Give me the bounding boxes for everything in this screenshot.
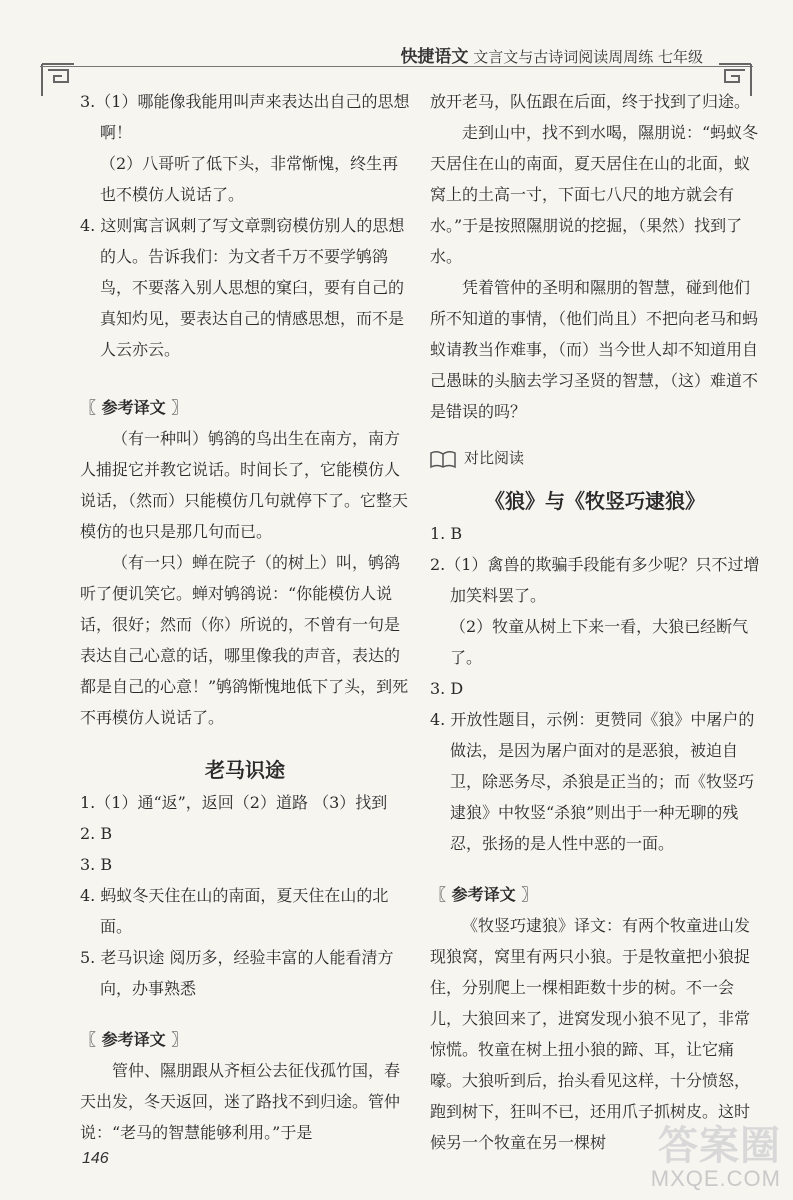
translation-paragraph: （有一种叫）鸲鹆的鸟出生在南方，南方人捕捉它并教它说话。时间长了，它能模仿人说话，（然而）只能模仿几句就停下了。它整天模仿的也只是那几句而已。 <box>80 429 409 541</box>
translation-paragraph: （有一只）蝉在院子（的树上）叫，鸲鹆听了便讥笑它。蝉对鸲鹆说：“你能模仿人说话，很好；然而（你）所说的，不曾有一句是表达自己心意的话，哪里像我的声音，表达的都是自己的心意！”鸲鹆惭愧地低下了头，到死不再模仿人说话了。 <box>80 553 409 727</box>
open-book-icon <box>430 449 456 469</box>
compare-reading-heading: 对比阅读 <box>430 443 760 474</box>
answer-item: （2）牧童从树上下来一看，大狼已经断气了。 <box>450 617 749 667</box>
translation-paragraph: 放开老马，队伍跟在后面，终于找到了归途。 <box>430 92 751 111</box>
page-number: 146 <box>82 1150 109 1167</box>
answer-item: （2）八哥听了低下头，非常惭愧，终生再也不模仿人说话了。 <box>100 154 399 204</box>
translation-paragraph: 管仲、隰朋跟从齐桓公去征伐孤竹国，春天出发，冬天返回，迷了路找不到归途。管仲说：“老马的智慧能够利用。”于是 <box>80 1061 401 1142</box>
translation-paragraph: 《牧竖巧逮狼》译文：有两个牧童进山发现狼窝，窝里有两只小狼。于是牧童把小狼捉住，分别爬上一棵相距数十步的树。不一会儿，大狼回来了，进窝发现小狼不见了，非常惊慌。牧童在树上扭小狼的蹄、耳，让它痛嚎。大狼听到后，抬头看见这样，十分愤怒，跑到树下，狂叫不已，还用爪子抓树皮。这时候另一个牧童在另一棵树 <box>430 916 751 1152</box>
section-title: 《狼》与《牧竖巧逮狼》 <box>485 489 705 513</box>
watermark <box>651 1126 781 1192</box>
answer-item: 3.（1）哪能像我能用叫声来表达出自己的思想啊！ <box>80 92 410 142</box>
answer-item: 5. 老马识途 阅历多，经验丰富的人能看清方向，办事熟悉 <box>80 948 394 998</box>
corner-ornament-icon <box>40 62 76 98</box>
reference-translation-heading: 〖 参考译文 〗 <box>430 885 538 904</box>
header-title <box>400 42 703 67</box>
section-title: 老马识途 <box>205 758 285 782</box>
answer-item: 3. B <box>80 855 113 874</box>
series-subtitle: 文言文与古诗词阅读周周练 七年级 <box>473 48 703 66</box>
answer-item: 2. B <box>80 824 113 843</box>
answer-item: 4. 这则寓言讽刺了写文章剽窃模仿别人的思想的人。告诉我们：为文者千万不要学鸲鹆鸟，不要落入别人思想的窠臼，要有自己的真知灼见，要表达自己的情感思想，而不是人云亦云。 <box>80 216 405 359</box>
left-column <box>80 86 410 1148</box>
answer-item: 3. D <box>430 679 464 698</box>
page-header <box>0 0 793 80</box>
translation-paragraph: 走到山中，找不到水喝，隰朋说：“蚂蚁冬天居住在山的南面，夏天居住在山的北面，蚁窝上的土高一寸，下面七八尺的地方就会有水。”于是按照隰朋说的挖掘，（果然）找到了水。 <box>430 123 759 266</box>
answer-item: 4. 开放性题目，示例：更赞同《狼》中屠户的做法，是因为屠户面对的是恶狼，被迫自卫，除恶务尽，杀狼是正当的；而《牧竖巧逮狼》中牧竖“杀狼”则出于一种无聊的残忍，张扬的是人性中恶的一面。 <box>430 710 755 853</box>
answer-item: 1. B <box>430 524 463 543</box>
watermark-url: MXQE.COM <box>650 1166 781 1191</box>
answer-item: 1.（1）通“返”，返回（2）道路 （3）找到 <box>80 793 388 812</box>
answer-item: 2.（1）禽兽的欺骗手段能有多少呢？只不过增加笑料罢了。 <box>430 555 760 605</box>
reference-translation-heading: 〖 参考译文 〗 <box>80 398 188 417</box>
answer-item: 4. 蚂蚁冬天住在山的南面，夏天住在山的北面。 <box>80 886 389 936</box>
reference-translation-heading: 〖 参考译文 〗 <box>80 1030 188 1049</box>
series-name: 快捷语文 <box>400 47 469 67</box>
watermark-logo: 答案圈 <box>658 1124 781 1168</box>
translation-paragraph: 凭着管仲的圣明和隰朋的智慧，碰到他们所不知道的事情，（他们尚且）不把向老马和蚂蚁请教当作难事，（而）当今世人却不知道用自己愚昧的头脑去学习圣贤的智慧，（这）难道不是错误的吗？ <box>430 278 759 421</box>
header-rule <box>40 66 753 67</box>
right-column <box>430 86 760 1158</box>
